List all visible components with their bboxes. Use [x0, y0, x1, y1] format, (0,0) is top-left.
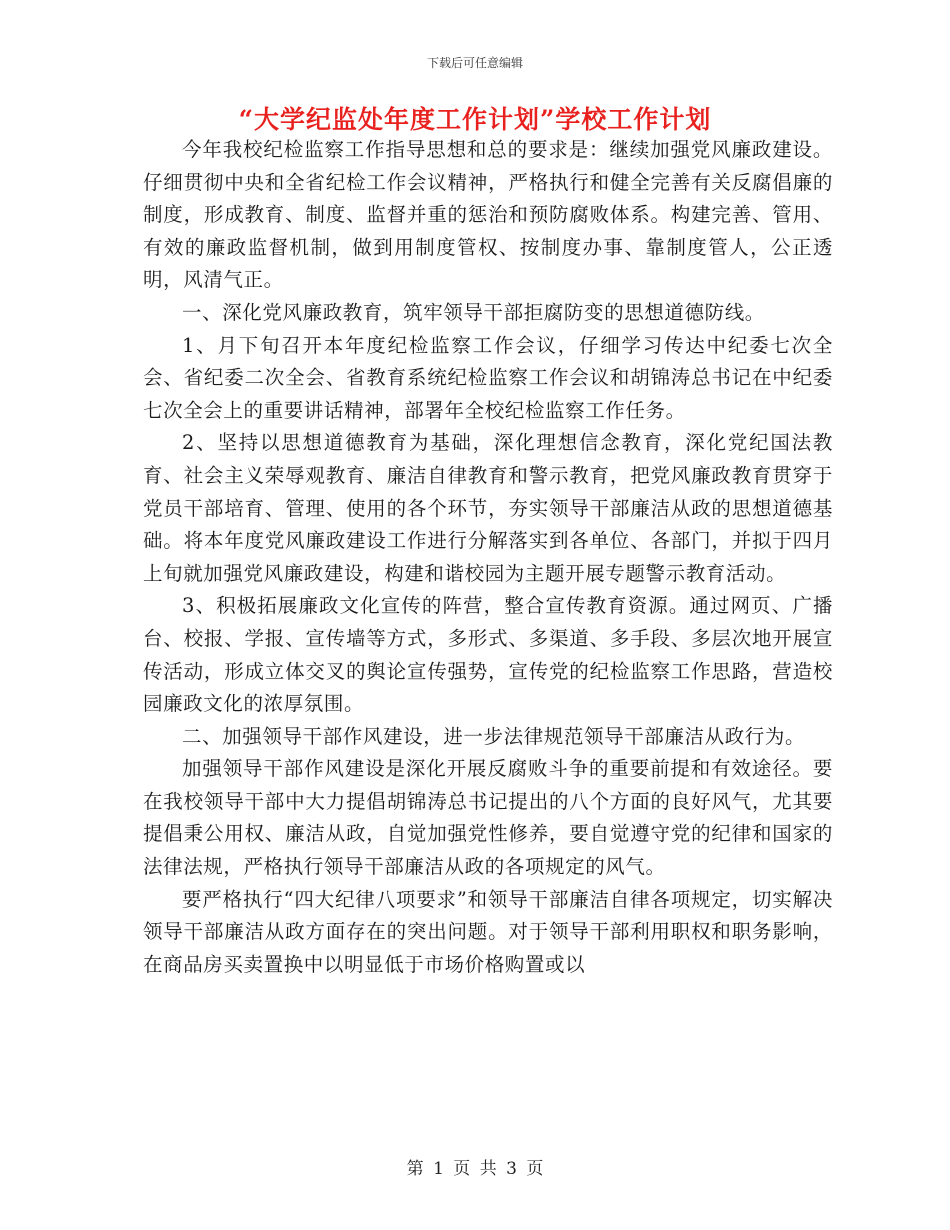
paragraph: 2、坚持以思想道德教育为基础，深化理想信念教育，深化党纪国法教育、社会主义荣辱观教育、廉洁自律教育和警示教育，把党风廉政教育贯穿于党员干部培育、管理、使用的各个环节，夯实领导干部廉洁从政的思想道德基础。将本年度党风廉政建设工作进行分解落实到各单位、各部门，并拟于四月上旬就加强党风廉政建设，构建和谐校园为主题开展专题警示教育活动。	[143, 431, 833, 585]
document-title: “大学纪监处年度工作计划”学校工作计划	[238, 105, 712, 134]
paragraph: 要严格执行“四大纪律八项要求”和领导干部廉洁自律各项规定，切实解决领导干部廉洁从政方面存在的突出问题。对于领导干部利用职权和职务影响，在商品房买卖置换中以明显低于市场价格购置或以	[143, 887, 833, 976]
section-heading: 一、深化党风廉政教育，筑牢领导干部拒腐防变的思想道德防线。	[182, 300, 765, 324]
paragraph: 加强领导干部作风建设是深化开展反腐败斗争的重要前提和有效途径。要在我校领导干部中大力提倡胡锦涛总书记提出的八个方面的良好风气，尤其要提倡秉公用权、廉洁从政，自觉加强党性修养，要自觉遵守党的纪律和国家的法律法规，严格执行领导干部廉洁从政的各项规定的风气。	[143, 757, 833, 879]
paragraph: 今年我校纪检监察工作指导思想和总的要求是：继续加强党风廉政建设。仔细贯彻中央和全省纪检工作会议精神，严格执行和健全完善有关反腐倡廉的制度，形成教育、制度、监督并重的惩治和预防腐败体系。构建完善、管用、有效的廉政监督机制，做到用制度管权、按制度办事、靠制度管人，公正透明，风清气正。	[143, 138, 833, 292]
document-body	[143, 134, 833, 981]
section-heading: 二、加强领导干部作风建设，进一步法律规范领导干部廉洁从政行为。	[182, 724, 806, 748]
page-footer: 第 1 页 共 3 页	[406, 1159, 544, 1179]
paragraph: 3、积极拓展廉政文化宣传的阵营，整合宣传教育资源。通过网页、广播台、校报、学报、宣传墙等方式，多形式、多渠道、多手段、多层次地开展宣传活动，形成立体交叉的舆论宣传强势，宣传党的纪检监察工作思路，营造校园廉政文化的浓厚氛围。	[143, 594, 833, 716]
paragraph: 1、月下旬召开本年度纪检监察工作会议，仔细学习传达中纪委七次全会、省纪委二次全会、省教育系统纪检监察工作会议和胡锦涛总书记在中纪委七次全会上的重要讲话精神，部署年全校纪检监察工作任务。	[143, 333, 833, 422]
header-note: 下载后可任意编辑	[426, 56, 523, 70]
